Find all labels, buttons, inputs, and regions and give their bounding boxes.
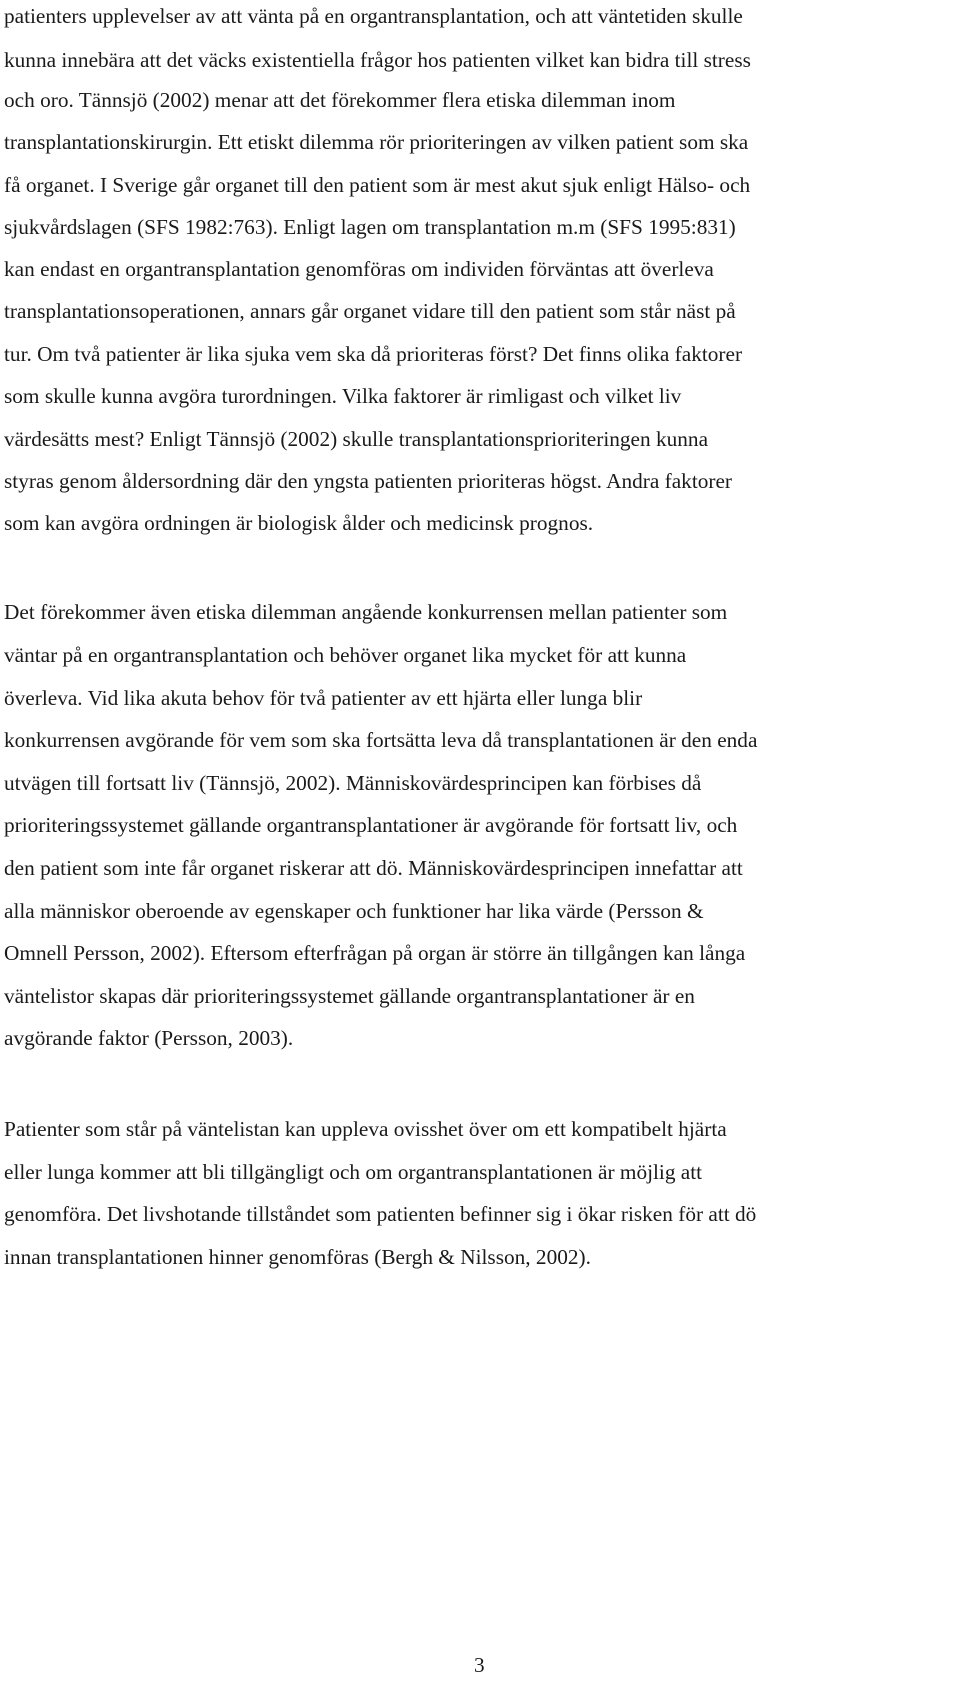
paragraph-line: styras genom åldersordning där den yngsta patienten prioriteras högst. Andra faktorer xyxy=(4,469,733,493)
paragraph-line: innan transplantationen hinner genomföras (Bergh & Nilsson, 2002). xyxy=(4,1245,591,1269)
paragraph-line: eller lunga kommer att bli tillgängligt och om organtransplantationen är möjlig att xyxy=(4,1160,703,1184)
paragraph-line: kan endast en organtransplantation genomföras om individen förväntas att överleva xyxy=(4,257,714,281)
paragraph-line: genomföra. Det livshotande tillståndet som patienten befinner sig i ökar risken för att dö xyxy=(4,1202,757,1226)
paragraph-line: väntar på en organtransplantation och behöver organet lika mycket för att kunna xyxy=(4,643,687,667)
paragraph-line: kunna innebära att det väcks existentiella frågor hos patienten vilket kan bidra till stress xyxy=(4,48,751,72)
paragraph-line: tur. Om två patienter är lika sjuka vem ska då prioriteras först? Det finns olika faktorer xyxy=(4,342,743,366)
paragraph-line: Det förekommer även etiska dilemman angående konkurrensen mellan patienter som xyxy=(4,600,728,624)
paragraph-line: transplantationskirurgin. Ett etiskt dilemma rör prioriteringen av vilken patient som ska xyxy=(4,130,749,154)
paragraph-line: överleva. Vid lika akuta behov för två patienter av ett hjärta eller lunga blir xyxy=(4,686,643,710)
paragraph-line: som skulle kunna avgöra turordningen. Vilka faktorer är rimligast och vilket liv xyxy=(4,384,682,408)
paragraph-line: transplantationsoperationen, annars går organet vidare till den patient som står näst på xyxy=(4,299,736,323)
paragraph-line: värdesätts mest? Enligt Tännsjö (2002) skulle transplantationsprioriteringen kunna xyxy=(4,427,709,451)
paragraph-line: avgörande faktor (Persson, 2003). xyxy=(4,1026,294,1050)
paragraph-line: patienters upplevelser av att vänta på en organtransplantation, och att väntetiden skulle xyxy=(4,4,743,28)
paragraph-line: utvägen till fortsatt liv (Tännsjö, 2002). Människovärdesprincipen kan förbises då xyxy=(4,771,702,795)
paragraph-line: som kan avgöra ordningen är biologisk ålder och medicinsk prognos. xyxy=(4,511,594,535)
paragraph-line: väntelistor skapas där prioriteringssystemet gällande organtransplantationer är en xyxy=(4,984,695,1008)
page-number: 3 xyxy=(474,1653,485,1677)
paragraph-line: konkurrensen avgörande för vem som ska fortsätta leva då transplantationen är den enda xyxy=(4,728,758,752)
paragraph-line: Patienter som står på väntelistan kan uppleva ovisshet över om ett kompatibelt hjärta xyxy=(4,1117,727,1141)
paragraph-line: prioriteringssystemet gällande organtransplantationer är avgörande för fortsatt liv, och xyxy=(4,813,738,837)
paragraph-line: sjukvårdslagen (SFS 1982:763). Enligt lagen om transplantation m.m (SFS 1995:831) xyxy=(4,215,736,239)
paragraph-line: och oro. Tännsjö (2002) menar att det förekommer flera etiska dilemman inom xyxy=(4,88,676,112)
paragraph-line: den patient som inte får organet riskerar att dö. Människovärdesprincipen innefattar att xyxy=(4,856,743,880)
paragraph-line: Omnell Persson, 2002). Eftersom efterfrågan på organ är större än tillgången kan långa xyxy=(4,941,746,965)
paragraph-line: få organet. I Sverige går organet till den patient som är mest akut sjuk enligt Hälso- och xyxy=(4,173,751,197)
paragraph-line: alla människor oberoende av egenskaper och funktioner har lika värde (Persson & xyxy=(4,899,704,923)
